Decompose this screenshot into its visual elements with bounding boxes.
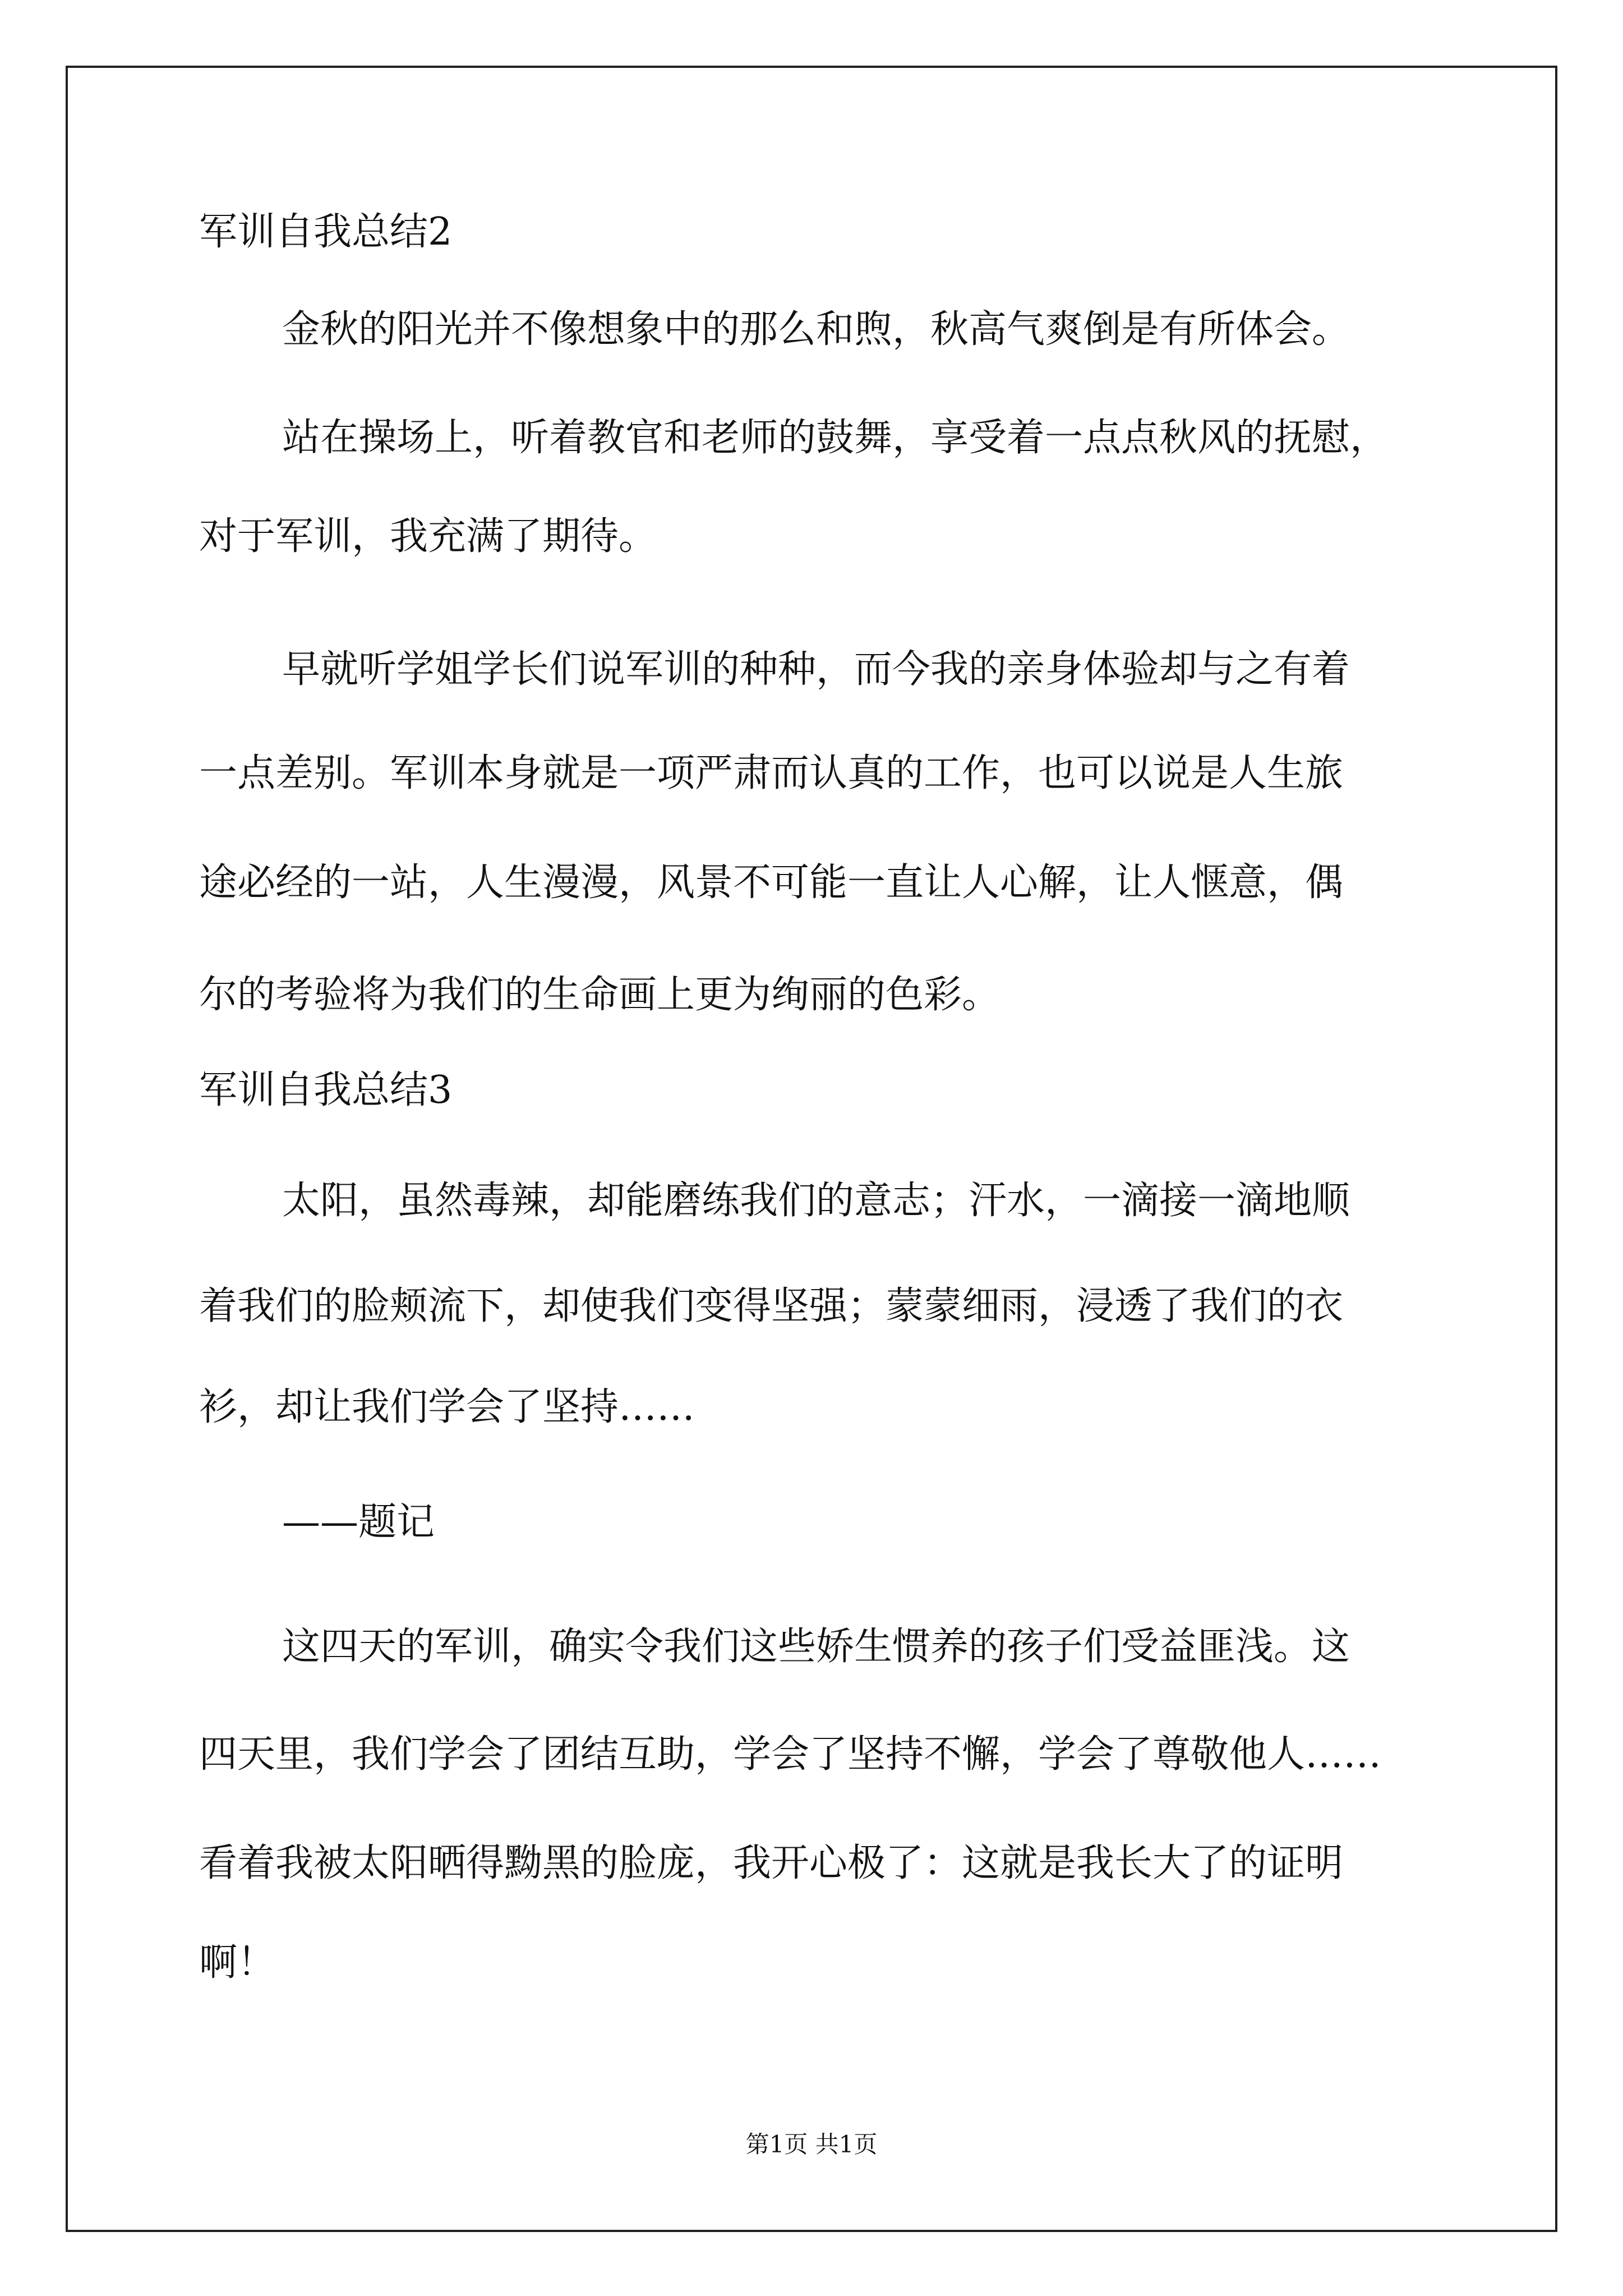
paragraph-line: 四天里，我们学会了团结互助，学会了坚持不懈，学会了尊敬他人…… — [199, 1732, 1382, 1777]
section-heading-3: 军训自我总结3 — [199, 1068, 453, 1112]
paragraph-line: 早就听学姐学长们说军训的种种，而今我的亲身体验却与之有着 — [282, 647, 1350, 692]
paragraph-line: 看着我被太阳晒得黝黑的脸庞，我开心极了：这就是我长大了的证明 — [199, 1841, 1344, 1885]
paragraph-line: 太阳，虽然毒辣，却能磨练我们的意志；汗水，一滴接一滴地顺 — [282, 1179, 1350, 1223]
epigraph-attribution: ——题记 — [282, 1500, 435, 1544]
page-border — [66, 66, 1557, 2232]
paragraph-line: 金秋的阳光并不像想象中的那么和煦，秋高气爽倒是有所体会。 — [282, 307, 1350, 352]
paragraph-line: 衫，却让我们学会了坚持…… — [199, 1385, 695, 1429]
paragraph-line: 着我们的脸颊流下，却使我们变得坚强；蒙蒙细雨，浸透了我们的衣 — [199, 1284, 1344, 1328]
paragraph-line: 对于军训，我充满了期待。 — [199, 514, 657, 559]
paragraph-line: 一点差别。军训本身就是一项严肃而认真的工作，也可以说是人生旅 — [199, 751, 1344, 795]
paragraph-line: 尔的考验将为我们的生命画上更为绚丽的色彩。 — [199, 973, 1000, 1017]
paragraph-line: 途必经的一站，人生漫漫，风景不可能一直让人心解，让人惬意，偶 — [199, 861, 1344, 905]
section-heading-2: 军训自我总结2 — [199, 210, 453, 254]
paragraph-line: 站在操场上，听着教官和老师的鼓舞，享受着一点点秋风的抚慰， — [282, 416, 1389, 460]
paragraph-line: 啊！ — [199, 1940, 276, 1985]
page-footer: 第1页 共1页 — [745, 2131, 878, 2158]
paragraph-line: 这四天的军训，确实令我们这些娇生惯养的孩子们受益匪浅。这 — [282, 1625, 1350, 1669]
